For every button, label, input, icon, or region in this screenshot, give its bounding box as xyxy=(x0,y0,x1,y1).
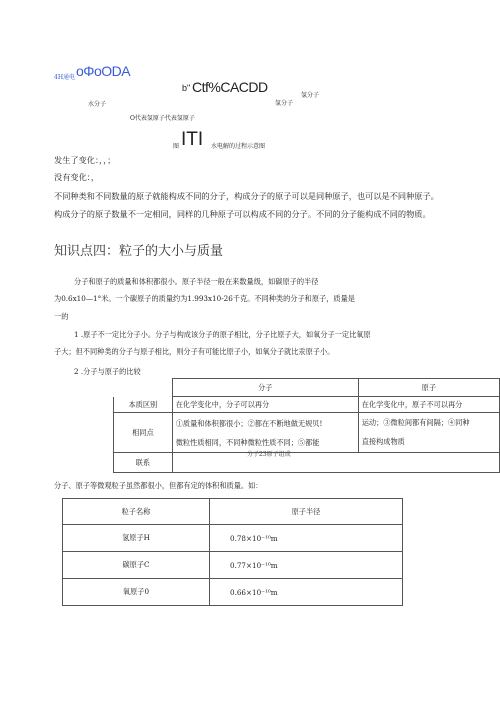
particle-radius: 0.66×10⁻¹⁰m xyxy=(210,579,403,606)
similarities-text-d: 直接构成物质 xyxy=(361,437,405,446)
cell-relation xyxy=(172,453,499,473)
intro-line-2: 为0.6x10—1°米。一个碳原子的质量约为1.993x10-26千克。不同种类的分子和原子，质量是 xyxy=(54,294,355,303)
header-molecule: 分子 xyxy=(172,379,358,397)
diagram-legend: O代表氢原子代表氢原子 xyxy=(130,115,195,122)
row-label-relation: 联系 xyxy=(114,453,173,473)
cell-atom-similarities xyxy=(358,413,499,453)
relation-overlap-text: 分子23原子组成 xyxy=(247,451,291,458)
diagram-caption: 水电解的过程示意图 xyxy=(211,143,266,150)
cell-molecule-difference: 在化学变化中，分子可以再分 xyxy=(172,397,358,413)
row-label-essential-difference: 本质区别 xyxy=(114,397,173,413)
similarities-text-a: ①质量和体积都很小；②都在不断地做无规贝! xyxy=(175,418,323,428)
cell-molecule-similarities xyxy=(172,413,358,453)
intro-line-3: 一的 xyxy=(54,312,69,321)
table-row xyxy=(63,552,403,579)
point-2-heading: 2 .分子与原子的比较 xyxy=(74,367,141,376)
radius-header-name: 粒子名称 xyxy=(63,499,210,525)
table-row xyxy=(63,579,403,606)
header-atom: 原子 xyxy=(358,379,499,397)
paragraph-unchanged: 没有变化：， xyxy=(54,172,100,182)
caption-prefix: 图 xyxy=(173,143,180,150)
point-1-line-b: 子大；但不同种类的分子与原子相比，则分子有可能比原子小，如氧分子就比汞原子小。 xyxy=(54,347,335,356)
diagram-right-formula: Ctf%CACDD xyxy=(192,79,268,95)
comparison-table xyxy=(113,378,500,473)
particle-name: 氢原子H xyxy=(63,525,210,552)
diagram-left-formula: oΦoODA xyxy=(76,63,131,79)
paragraph-line-1: 不同种类和不同数量的原子就能构成不同的分子，构成分子的原子可以是同种原子，也可以是不同种原子。 xyxy=(54,191,439,201)
diagram-right-prefix: b" xyxy=(182,83,191,93)
radius-header-value: 原子半径 xyxy=(210,499,403,525)
table-row xyxy=(63,525,403,552)
particle-name: 碳原子C xyxy=(63,552,210,579)
radius-table xyxy=(62,498,403,606)
diagram-right-suffix: 氢分子 xyxy=(301,92,320,99)
intro-line-1: 分子和原子的质量和体积都很小。原子半径一般在来数量级，如碳原子的半径 xyxy=(74,277,319,286)
diagram-left-label: 4H通电 xyxy=(54,74,76,81)
paragraph-line-2: 构成分子的原子数量不一定相同，同样的几种原子可以构成不同的分子。不同的分子能构成不同的物质。 xyxy=(54,209,431,219)
label-hydrogen-molecule: 氢分子 xyxy=(275,100,294,107)
section-title: 知识点四：粒子的大小与质量 xyxy=(54,244,224,259)
particle-radius: 0.78×10⁻¹⁰m xyxy=(210,525,403,552)
radius-intro: 分子、原子等微观粒子虽然都很小，但都有定的体积和质量。如： xyxy=(54,481,263,490)
particle-radius: 0.77×10⁻¹⁰m xyxy=(210,552,403,579)
similarities-text-c: 运动；③微粒间都有间隔；④同种 xyxy=(361,418,470,427)
label-water-molecule: 水分子 xyxy=(88,101,107,108)
row-label-similarities: 相同点 xyxy=(114,413,173,453)
point-1-line-a: 1 .原子不一定比分子小。分子与构成该分子的原子相比，分子比原子大，如氧分子一定比氧原 xyxy=(74,330,371,339)
particle-name: 氧原子0 xyxy=(63,579,210,606)
caption-figure-number: ITI xyxy=(181,129,204,150)
paragraph-changed: 发生了变化：，，； xyxy=(54,155,116,165)
similarities-text-b: 微粒性质相同，不同种微粒性质不同；⑤都能 xyxy=(175,437,320,447)
cell-atom-difference: 在化学变化中，原子不可以再分 xyxy=(358,397,499,413)
table-corner xyxy=(114,379,173,397)
